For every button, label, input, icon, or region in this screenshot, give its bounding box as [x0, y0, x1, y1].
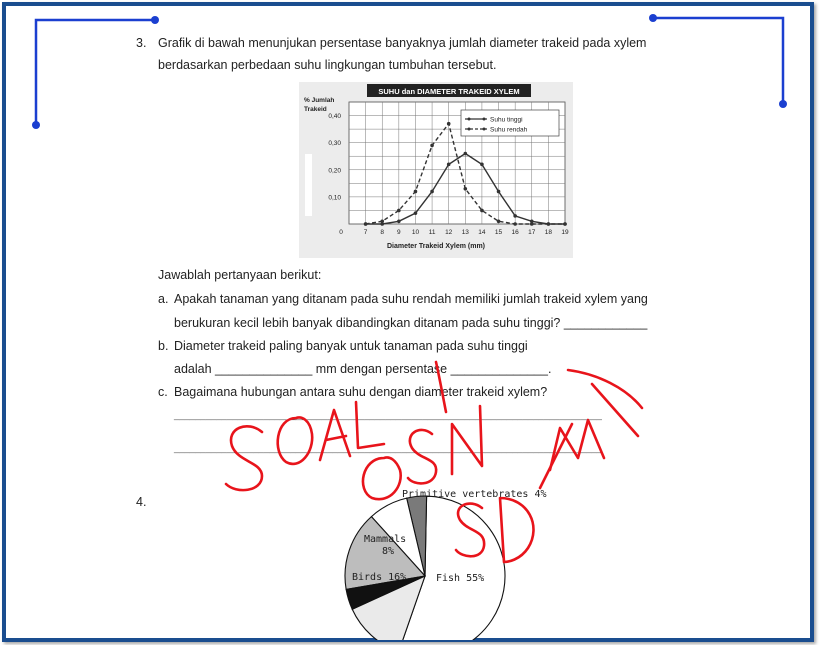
data-point [513, 214, 517, 218]
x-origin-label: 0 [339, 229, 343, 236]
legend-marker [468, 118, 471, 121]
x-tick-label: 11 [428, 229, 436, 236]
sub-question-a-line1: Apakah tanaman yang ditanam pada suhu rendah memiliki jumlah trakeid xylem yang [174, 292, 648, 306]
sub-question-c-label: c. [158, 385, 168, 399]
pie-label-primitive-vertebrates: Primitive vertebrates 4% [402, 489, 547, 500]
xylem-line-chart [299, 82, 573, 258]
x-tick-label: 15 [494, 229, 503, 236]
x-tick-label: 17 [528, 229, 536, 236]
pie-label-mammals-line1: Mammals [364, 534, 407, 545]
legend-marker [483, 118, 486, 121]
question-3-number: 3. [136, 36, 147, 50]
data-point [380, 219, 384, 223]
data-point [513, 222, 517, 226]
chart-title: SUHU dan DIAMETER TRAKEID XYLEM [378, 87, 520, 96]
x-tick-label: 7 [363, 229, 368, 236]
axis-label-blank [305, 154, 312, 216]
pie-label-birds: Birds 16% [352, 572, 407, 583]
sub-question-c-line1: Bagaimana hubungan antara suhu dengan diameter trakeid xylem? [174, 385, 548, 399]
y-tick-label: 0,10 [328, 194, 341, 202]
sub-question-b-line2: adalah ______________ mm dengan persentase ______________. [174, 362, 552, 376]
y-tick-label: 0,30 [328, 140, 341, 148]
answer-line-2: _________________________________________________________________________________ [174, 443, 602, 454]
left-bracket-decoration [28, 12, 168, 132]
data-point [497, 190, 501, 194]
question-4-number: 4. [136, 495, 147, 509]
chart-legend [461, 110, 559, 136]
x-tick-label: 19 [561, 229, 569, 236]
data-point [364, 222, 368, 226]
data-point [480, 209, 484, 213]
data-point [430, 190, 434, 194]
x-tick-label: 13 [461, 229, 469, 236]
chart-ylabel: % Jumlah Trakeid [304, 97, 335, 113]
data-point [447, 122, 451, 126]
data-point [547, 222, 551, 226]
x-tick-label: 12 [445, 229, 453, 236]
legend-marker [468, 128, 471, 131]
sub-question-a-line2: berukuran kecil lebih banyak dibandingkan ditanam pada suhu tinggi? ____________ [174, 316, 648, 330]
data-point [430, 144, 434, 148]
xylem-chart-panel [299, 82, 573, 258]
data-point [480, 163, 484, 167]
data-point [414, 211, 418, 215]
sub-question-a-label: a. [158, 292, 169, 306]
x-tick-label: 16 [511, 229, 519, 236]
data-point [447, 163, 451, 167]
x-tick-label: 18 [544, 229, 553, 236]
legend-marker [483, 128, 486, 131]
data-point [530, 222, 534, 226]
x-tick-label: 9 [397, 229, 401, 236]
question-3-intro-line1: Grafik di bawah menunjukan persentase banyaknya jumlah diameter trakeid pada xylem [158, 36, 647, 50]
data-point [414, 190, 418, 194]
pie-label-mammals-line2: 8% [381, 546, 395, 557]
right-bracket-decoration [645, 12, 795, 112]
y-tick-label: 0,40 [328, 113, 341, 121]
data-point [497, 219, 501, 223]
question-3-intro-line2: berdasarkan perbedaan suhu lingkungan tumbuhan tersebut. [158, 58, 497, 72]
vertebrate-pie-panel [330, 480, 560, 640]
x-tick-label: 8 [380, 229, 385, 236]
x-tick-label: 14 [478, 229, 486, 236]
data-point [464, 152, 468, 156]
data-point [563, 222, 567, 226]
y-tick-label: 0,20 [328, 167, 341, 175]
answer-line-1: _________________________________________________________________________________ [174, 410, 602, 421]
sub-question-b-label: b. [158, 339, 169, 353]
chart-xlabel: Diameter Trakeid Xylem (mm) [386, 243, 486, 250]
legend-label: Suhu rendah [490, 126, 528, 134]
data-point [397, 219, 401, 223]
vertebrate-pie-chart [330, 480, 560, 640]
sub-question-b-line1: Diameter trakeid paling banyak untuk tanaman pada suhu tinggi [174, 339, 528, 353]
data-point [464, 187, 468, 191]
instruction-text: Jawablah pertanyaan berikut: [158, 268, 322, 282]
legend-label: Suhu tinggi [490, 116, 523, 124]
pie-label-fish: Fish 55% [436, 573, 485, 584]
data-point [397, 209, 401, 213]
x-tick-label: 10 [411, 229, 420, 236]
